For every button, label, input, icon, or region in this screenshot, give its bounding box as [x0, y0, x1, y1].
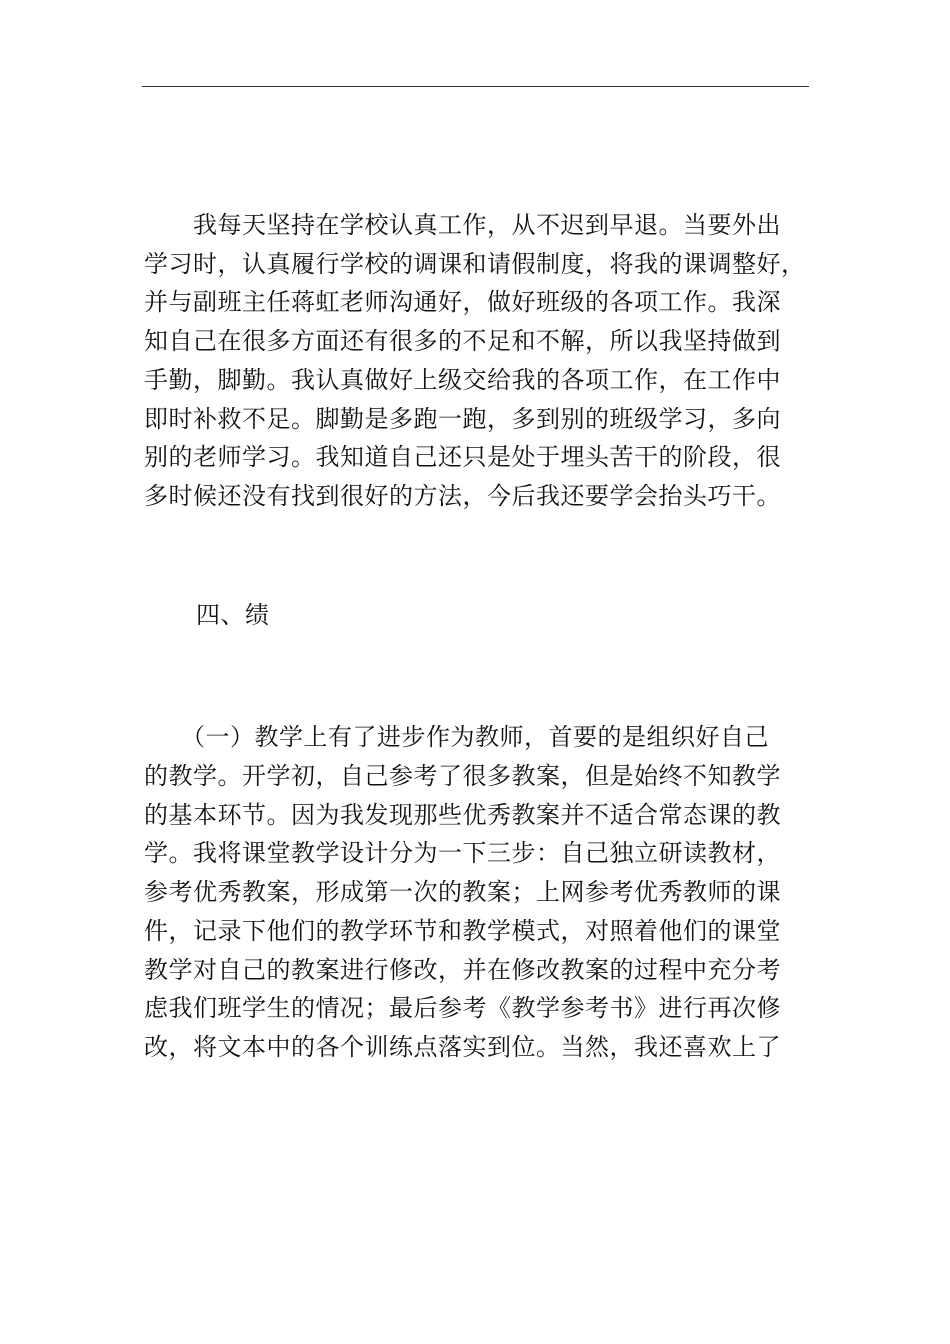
paragraph-line: 虑我们班学生的情况；最后参考《教学参考书》进行再次修 [144, 994, 781, 1023]
section-heading: 四、绩 [196, 600, 270, 629]
paragraph-line: 即时补救不足。脚勤是多跑一跑，多到别的班级学习，多向 [144, 404, 781, 433]
paragraph-line: 多时候还没有找到很好的方法，今后我还要学会抬头巧干。 [144, 481, 781, 510]
paragraph-line: 的基本环节。因为我发现那些优秀教案并不适合常态课的教 [144, 800, 781, 829]
paragraph-line: 手勤，脚勤。我认真做好上级交给我的各项工作，在工作中 [144, 365, 781, 394]
paragraph-line: 教学对自己的教案进行修改，并在修改教案的过程中充分考 [144, 955, 781, 984]
paragraph-line: 参考优秀教案，形成第一次的教案；上网参考优秀教师的课 [144, 878, 781, 907]
paragraph-line: 改，将文本中的各个训练点落实到位。当然，我还喜欢上了 [144, 1032, 781, 1061]
paragraph-line: 学习时，认真履行学校的调课和请假制度，将我的课调整好， [144, 249, 806, 278]
paragraph-line: 知自己在很多方面还有很多的不足和不解，所以我坚持做到 [144, 327, 781, 356]
paragraph-line: 我每天坚持在学校认真工作，从不迟到早退。当要外出 [144, 211, 781, 239]
paragraph-line: 别的老师学习。我知道自己还只是处于埋头苦干的阶段，很 [144, 443, 781, 472]
document-body [144, 206, 812, 1067]
paragraph-attendance [144, 206, 812, 516]
paragraph-line: 件，记录下他们的教学环节和教学模式，对照着他们的课堂 [144, 916, 781, 945]
paragraph-line: 的教学。开学初，自己参考了很多教案，但是始终不知教学 [144, 762, 781, 791]
paragraph-line: 并与副班主任蒋虹老师沟通好，做好班级的各项工作。我深 [144, 288, 781, 317]
paragraph-teaching [144, 718, 812, 1066]
paragraph-line: （一）教学上有了进步作为教师，首要的是组织好自己 [144, 723, 769, 752]
paragraph-line: 学。我将课堂教学设计分为一下三步：自己独立研读教材， [144, 839, 781, 868]
header-rule [142, 86, 809, 87]
